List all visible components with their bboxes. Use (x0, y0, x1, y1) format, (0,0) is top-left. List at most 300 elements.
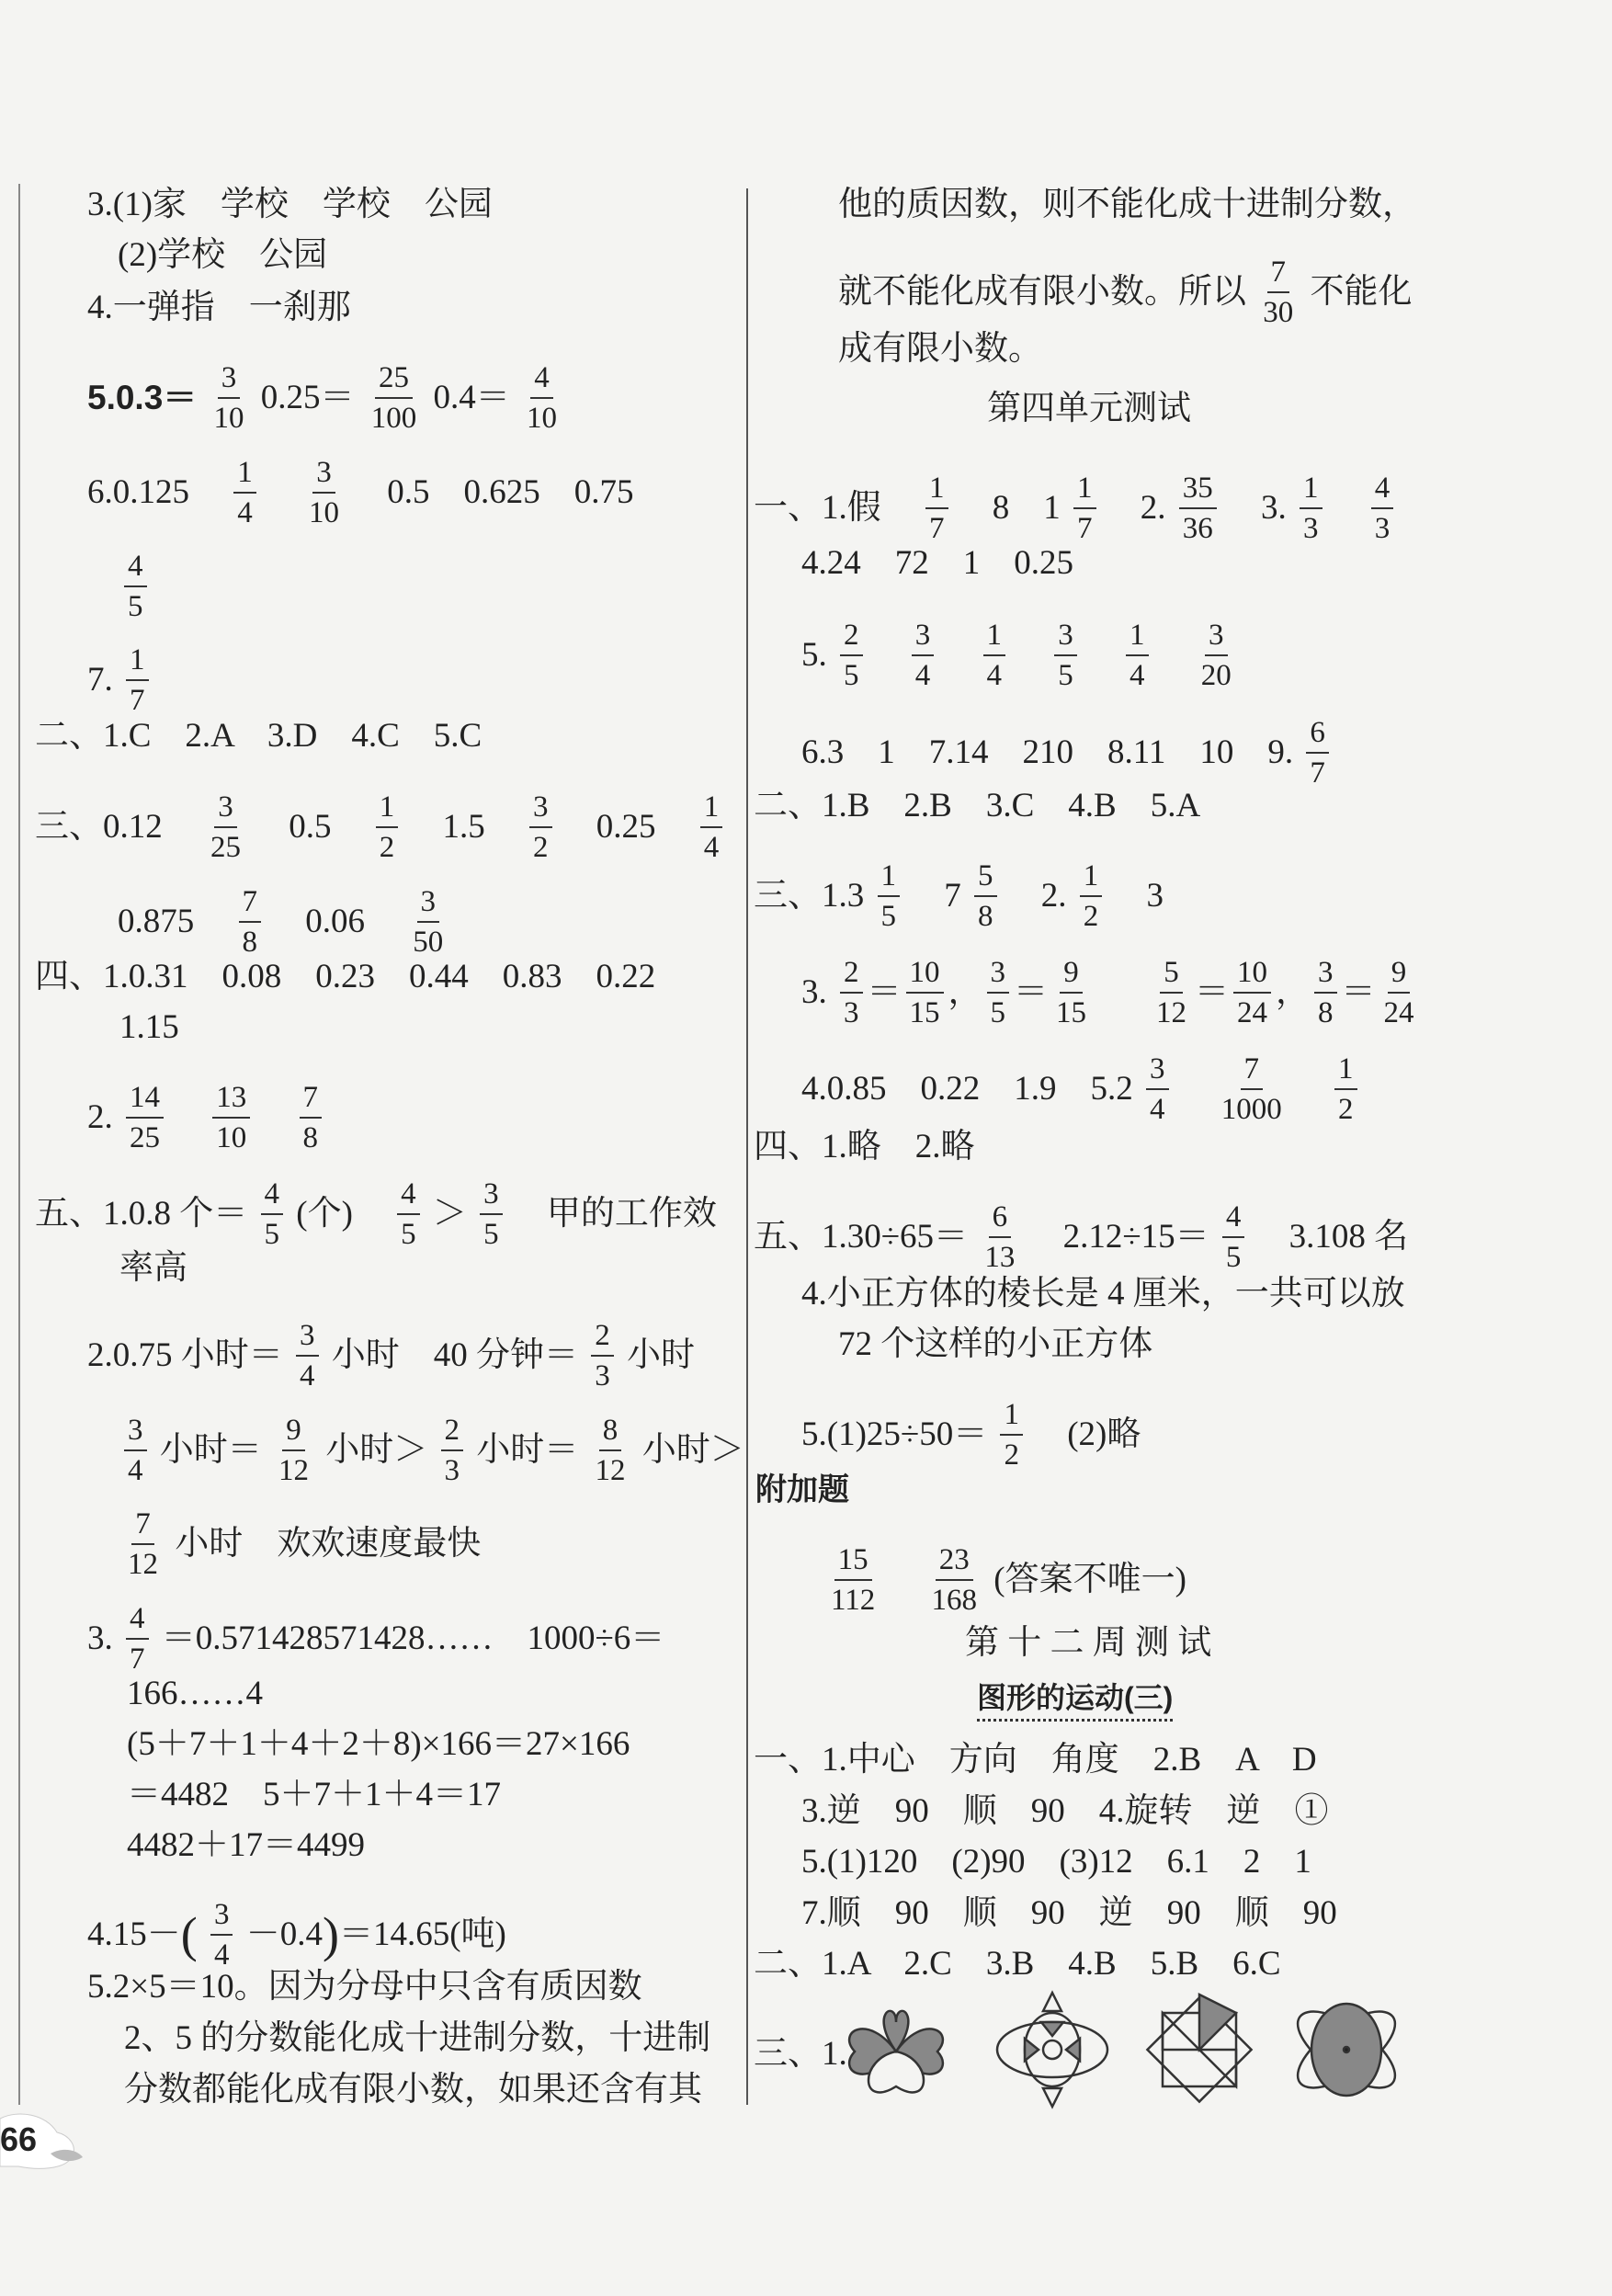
numerator: 3 (987, 953, 1010, 994)
denominator: 5 (844, 659, 859, 692)
numerator: 9 (282, 1411, 305, 1451)
numerator: 13 (212, 1078, 250, 1119)
fraction (1126, 616, 1149, 695)
numerator: 9 (1388, 953, 1411, 994)
answer-line (119, 1505, 482, 1581)
numerator: 4 (530, 358, 553, 399)
text: 5. (801, 636, 827, 674)
numerator: 4 (1371, 469, 1394, 509)
fraction (1233, 953, 1271, 1032)
text: 0.4＝ (433, 379, 510, 416)
answer-line (87, 1078, 326, 1154)
numerator: 4 (397, 1175, 420, 1215)
denominator: 5 (401, 1218, 416, 1251)
text: 就不能化成有限小数。所以 (838, 273, 1246, 311)
answer-line: 1.15 (119, 1008, 179, 1046)
fraction (207, 788, 244, 867)
numerator: 2 (441, 1411, 464, 1451)
fraction (441, 1411, 464, 1490)
answer-line (119, 547, 152, 623)
numerator: 3 (210, 1895, 233, 1936)
numerator: 3 (1314, 953, 1337, 994)
denominator: 7 (130, 1642, 145, 1676)
numerator: 2 (591, 1316, 614, 1357)
denominator: 5 (128, 590, 143, 623)
denominator: 4 (1150, 1093, 1165, 1126)
numerator: 1 (126, 641, 149, 681)
text: 小时＝ (476, 1431, 579, 1469)
text: 2. (1140, 489, 1166, 527)
text: 3. (87, 1620, 113, 1657)
fraction (300, 1078, 323, 1157)
fraction (1000, 1395, 1023, 1474)
denominator: 3 (1374, 512, 1391, 545)
numerator: 1 (1073, 469, 1096, 509)
fraction (1218, 1050, 1286, 1129)
denominator: 3 (444, 1454, 460, 1487)
numerator: 10 (906, 953, 944, 994)
text: 0.25 (596, 808, 656, 846)
numerator: 5 (1160, 953, 1183, 994)
fraction (827, 1540, 879, 1620)
text: ＝14.65(吨) (338, 1915, 506, 1953)
answer-line: (2)学校 公园 (118, 236, 328, 274)
section-line: 二、1.A 2.C 3.B 4.B 5.B 6.C (754, 1945, 1281, 1983)
denominator: 36 (1182, 512, 1213, 545)
denominator: 8 (302, 1121, 318, 1154)
denominator: 4 (128, 1454, 143, 1487)
denominator: 15 (909, 996, 940, 1029)
numerator: 4 (261, 1175, 284, 1215)
denominator: 30 (1263, 296, 1294, 329)
text: 0.25＝ (260, 379, 355, 416)
answer-line: 三、1. (754, 2035, 847, 2073)
numerator: 1 (983, 616, 1006, 656)
denominator: 5 (1058, 659, 1073, 692)
denominator: 168 (931, 1584, 978, 1617)
fraction (275, 1411, 312, 1490)
numerator: 3 (480, 1175, 503, 1215)
numerator: 3 (529, 788, 552, 828)
numerator: 7 (1241, 1050, 1264, 1090)
bonus-title: 附加题 (755, 1472, 849, 1507)
fraction (591, 1316, 614, 1395)
numerator: 3 (1205, 616, 1228, 656)
text: ＞ (432, 1195, 467, 1233)
fraction (928, 1540, 982, 1620)
numerator: 35 (1179, 469, 1217, 509)
text: ＝ (1014, 973, 1048, 1011)
fraction (1314, 953, 1337, 1032)
answer-line (754, 469, 1398, 545)
text: －0.4 (245, 1915, 323, 1953)
figure-clover (832, 1995, 960, 2114)
answer-line: 4.一弹指 一刹那 (87, 289, 351, 326)
fraction (212, 1078, 250, 1157)
text: 4.0.85 0.22 1.9 5.2 (801, 1070, 1133, 1108)
denominator: 2 (1338, 1093, 1354, 1126)
text: 小时＞ (641, 1431, 744, 1469)
denominator: 2 (379, 831, 395, 864)
answer-line (823, 1540, 1186, 1617)
fraction (376, 788, 399, 867)
figure-ornament (988, 1985, 1117, 2114)
section-line: 四、1.略 2.略 (754, 1128, 975, 1165)
text: ＝ (1195, 973, 1229, 1011)
numerator: 7 (239, 882, 262, 923)
fraction (124, 1505, 162, 1584)
answer-line: (5＋7＋1＋4＋2＋8)×166＝27×166 (127, 1725, 630, 1763)
numerator: 14 (126, 1078, 164, 1119)
section-line: 二、1.C 2.A 3.D 4.C 5.C (35, 717, 482, 755)
fraction (981, 1198, 1018, 1277)
answer-line (801, 616, 1240, 692)
fraction (126, 1078, 164, 1157)
denominator: 8 (242, 926, 257, 959)
numerator: 2 (840, 953, 863, 994)
denominator: 4 (213, 1938, 230, 1972)
answer-line: 4.24 72 1 0.25 (801, 544, 1073, 582)
text: ， (948, 973, 982, 1011)
fraction (974, 857, 997, 936)
denominator: 2 (533, 831, 549, 864)
numerator: 3 (214, 788, 237, 828)
numerator: 25 (375, 358, 413, 399)
fraction (925, 469, 948, 548)
numerator: 4 (126, 1599, 149, 1640)
fraction (296, 1316, 319, 1395)
answer-line (87, 1316, 695, 1392)
fraction (1300, 469, 1323, 548)
numerator: 1 (925, 469, 948, 509)
text: 小时 欢欢速度最快 (175, 1525, 482, 1563)
denominator: 15 (1056, 996, 1086, 1029)
numerator: 4 (1222, 1198, 1245, 1238)
numerator: 2 (840, 616, 863, 656)
fraction (1146, 1050, 1169, 1129)
numerator: 1 (878, 857, 901, 897)
denominator: 112 (831, 1584, 876, 1617)
fraction (1380, 953, 1418, 1032)
fraction (1222, 1198, 1245, 1277)
numerator: 7 (300, 1078, 323, 1119)
section-line: 四、1.0.31 0.08 0.23 0.44 0.83 0.22 (35, 958, 656, 995)
numerator: 3 (218, 358, 241, 399)
answer-line (754, 857, 1164, 933)
fraction (124, 1411, 147, 1490)
answer-line: 5.2×5＝10。因为分母中只含有质因数 (87, 1968, 642, 2006)
denominator: 7 (1077, 512, 1093, 545)
fraction (124, 547, 147, 626)
denominator: 5 (880, 900, 896, 933)
numerator: 1 (1000, 1395, 1023, 1436)
fraction (700, 788, 723, 867)
text: 2.0.75 小时＝ (87, 1336, 283, 1374)
numerator: 1 (1300, 469, 1323, 509)
figure-pinwheel-square (1135, 1985, 1264, 2114)
page-number: 66 (0, 2120, 38, 2158)
denominator: 25 (130, 1121, 160, 1154)
fraction (1152, 953, 1190, 1032)
numerator: 1 (1126, 616, 1149, 656)
text: 5.0.3＝ (87, 379, 198, 416)
denominator: 2 (1004, 1438, 1019, 1472)
denominator: 7 (929, 512, 945, 545)
answer-line (87, 641, 153, 717)
fraction (261, 1175, 284, 1254)
left-margin-line (18, 184, 20, 2105)
denominator: 12 (595, 1454, 626, 1487)
answer-line (87, 358, 565, 435)
denominator: 4 (986, 659, 1002, 692)
fraction (983, 616, 1006, 695)
answer-line: 3.(1)家 学校 学校 公园 (87, 186, 493, 223)
fraction (368, 358, 421, 438)
answer-line: 7.顺 90 顺 90 逆 90 顺 90 (801, 1894, 1337, 1932)
denominator: 2 (1083, 900, 1099, 933)
numerator: 9 (1060, 953, 1083, 994)
answer-line: 166……4 (127, 1675, 263, 1712)
answer-line (801, 1050, 1362, 1126)
text: 小时 (627, 1336, 695, 1374)
numerator: 23 (936, 1540, 973, 1581)
numerator: 15 (834, 1540, 872, 1581)
denominator: 5 (1225, 1241, 1242, 1274)
numerator: 3 (1054, 616, 1077, 656)
week-title: 第 十 二 周 测 试 (965, 1624, 1212, 1662)
fraction (1054, 616, 1077, 695)
text: 小时＝ (159, 1431, 262, 1469)
text: 3. (1261, 489, 1287, 527)
denominator: 8 (978, 900, 993, 933)
numerator: 3 (912, 616, 935, 656)
answer-line (838, 253, 1413, 329)
text: (2)略 (1067, 1415, 1141, 1453)
text: 3 (1146, 877, 1164, 915)
answer-line: 率高 (119, 1249, 187, 1287)
text: 1.5 (442, 808, 485, 846)
denominator: 7 (130, 684, 145, 717)
page-number-badge (0, 2109, 83, 2174)
fraction (529, 788, 552, 867)
right-paren: ) (322, 1907, 339, 1962)
numerator: 8 (599, 1411, 622, 1451)
fraction (1073, 469, 1096, 548)
text: 2. (87, 1098, 113, 1136)
section-line: 二、1.B 2.B 3.C 4.B 5.A (754, 787, 1201, 824)
denominator: 12 (278, 1454, 309, 1487)
fraction (1198, 616, 1235, 695)
answer-line: 4.小正方体的棱长是 4 厘米，一共可以放 (801, 1275, 1405, 1313)
answer-line: 3.逆 90 顺 90 4.旋转 逆 ① (801, 1792, 1329, 1830)
denominator: 8 (1318, 996, 1334, 1029)
fraction (592, 1411, 630, 1490)
fraction (239, 882, 262, 961)
denominator: 7 (1310, 756, 1325, 790)
text: 2.12÷15＝ (1062, 1218, 1209, 1256)
fraction (987, 953, 1010, 1032)
denominator: 100 (370, 402, 417, 435)
text: 三、0.12 (35, 808, 163, 846)
denominator: 4 (300, 1359, 315, 1392)
denominator: 4 (237, 496, 253, 529)
numerator: 1 (376, 788, 399, 828)
left-paren: ( (180, 1907, 198, 1962)
numerator: 7 (131, 1505, 154, 1545)
text: 小时＞ (325, 1431, 428, 1469)
answer-line (87, 1895, 506, 1972)
fraction (210, 1895, 233, 1974)
answer-line (35, 788, 727, 864)
fraction (840, 616, 863, 695)
text: ＝0.571428571428…… 1000÷6＝ (161, 1620, 665, 1657)
numerator: 5 (974, 857, 997, 897)
denominator: 3 (844, 996, 859, 1029)
fraction (480, 1175, 503, 1254)
answer-line (754, 1198, 1409, 1274)
text: 0.5 (289, 808, 332, 846)
answer-line: 72 个这样的小正方体 (838, 1325, 1153, 1363)
fraction (1334, 1050, 1357, 1129)
answer-line (87, 1599, 665, 1676)
numerator: 6 (989, 1198, 1012, 1238)
denominator: 12 (128, 1548, 158, 1581)
answer-line (35, 1175, 717, 1251)
section-title: 第四单元测试 (987, 390, 1191, 427)
numerator: 3 (124, 1411, 147, 1451)
answer-line: 他的质因数，则不能化成十进制分数， (838, 186, 1416, 223)
fraction (1052, 953, 1090, 1032)
denominator: 1000 (1220, 1093, 1282, 1126)
answer-line (119, 1411, 744, 1487)
text: 2. (1040, 877, 1067, 915)
fraction (210, 358, 248, 438)
text: 不能化 (1310, 273, 1413, 311)
denominator: 5 (990, 996, 1005, 1029)
numerator: 7 (1267, 253, 1290, 293)
denominator: 12 (1156, 996, 1186, 1029)
text: 一、1.假 (754, 489, 881, 527)
column-divider (746, 188, 748, 2105)
text: 8 1 (992, 489, 1061, 527)
text: 6.0.125 (87, 473, 189, 511)
numerator: 1 (233, 453, 256, 494)
fraction (878, 857, 901, 936)
numerator: 3 (312, 453, 335, 494)
denominator: 3 (1303, 512, 1319, 545)
answer-line: 一、1.中心 方向 角度 2.B A D (754, 1741, 1317, 1779)
text: 0.875 (118, 903, 195, 940)
numerator: 10 (1233, 953, 1271, 994)
numerator: 3 (1146, 1050, 1169, 1090)
denominator: 10 (213, 402, 244, 435)
text: 4.15－ (87, 1915, 181, 1953)
fraction (1179, 469, 1217, 548)
fraction (409, 882, 447, 961)
text: ＝ (867, 973, 902, 1011)
denominator: 24 (1237, 996, 1267, 1029)
fraction (906, 953, 944, 1032)
fraction (126, 1599, 149, 1678)
fraction (233, 453, 256, 532)
text: 0.5 0.625 0.75 (387, 473, 634, 511)
fraction (1306, 713, 1329, 792)
text: 5.(1)25÷50＝ (801, 1415, 988, 1453)
text: 甲的工作效 (546, 1195, 717, 1233)
numerator: 3 (417, 882, 440, 923)
text: 小时 40 分钟＝ (331, 1336, 578, 1374)
answer-line: 5.(1)120 (2)90 (3)12 6.1 2 1 (801, 1843, 1311, 1881)
text: 7 (944, 877, 961, 915)
text: (答案不唯一) (993, 1561, 1186, 1598)
numerator: 6 (1306, 713, 1329, 754)
denominator: 13 (984, 1241, 1016, 1274)
denominator: 5 (483, 1218, 499, 1251)
numerator: 4 (124, 547, 147, 587)
text: 7. (87, 661, 113, 699)
numerator: 1 (1080, 857, 1103, 897)
answer-line: 成有限小数。 (838, 330, 1042, 368)
answer-line (801, 1395, 1141, 1472)
fraction (1259, 253, 1297, 332)
text: 3.108 名 (1288, 1218, 1409, 1256)
denominator: 4 (703, 831, 720, 864)
text: ， (1276, 973, 1310, 1011)
text: 五、1.30÷65＝ (754, 1218, 969, 1256)
denominator: 10 (309, 496, 339, 529)
numerator: 1 (1334, 1050, 1357, 1090)
text: 五、1.0.8 个＝ (35, 1195, 248, 1233)
denominator: 4 (914, 659, 931, 692)
text: 三、1.3 (754, 877, 865, 915)
text: 3. (801, 973, 827, 1011)
text: ＝ (1341, 973, 1376, 1011)
text: 6.3 1 7.14 210 8.11 10 9. (801, 733, 1294, 771)
answer-line (118, 882, 451, 959)
denominator: 4 (1130, 659, 1145, 692)
answer-line (801, 713, 1334, 790)
denominator: 5 (264, 1218, 279, 1251)
denominator: 10 (527, 402, 558, 435)
fraction (523, 358, 561, 438)
numerator: 3 (296, 1316, 319, 1357)
answer-line: 4482＋17＝4499 (127, 1826, 365, 1864)
text: 0.06 (305, 903, 365, 940)
denominator: 50 (413, 926, 444, 959)
answer-line: 2、5 的分数能化成十进制分数，十进制 (124, 2019, 711, 2057)
numerator: 1 (700, 788, 723, 828)
fraction (126, 641, 149, 720)
figure-orbit-ellipses (1282, 1985, 1411, 2114)
denominator: 3 (595, 1359, 610, 1392)
denominator: 10 (216, 1121, 247, 1154)
fraction (397, 1175, 420, 1254)
denominator: 25 (210, 831, 241, 864)
fraction (1371, 469, 1394, 548)
fraction (840, 953, 863, 1032)
answer-line (801, 953, 1423, 1029)
fraction (912, 616, 935, 695)
fraction (305, 453, 343, 532)
denominator: 20 (1200, 659, 1232, 692)
answer-line: ＝4482 5＋7＋1＋4＝17 (127, 1776, 501, 1813)
text: (个) (296, 1195, 353, 1233)
fraction (1080, 857, 1103, 936)
denominator: 24 (1383, 996, 1414, 1029)
answer-line (87, 453, 634, 529)
answer-line: 分数都能化成有限小数，如果还含有其 (124, 2071, 702, 2108)
week-subtitle: 图形的运动(三) (977, 1678, 1173, 1722)
